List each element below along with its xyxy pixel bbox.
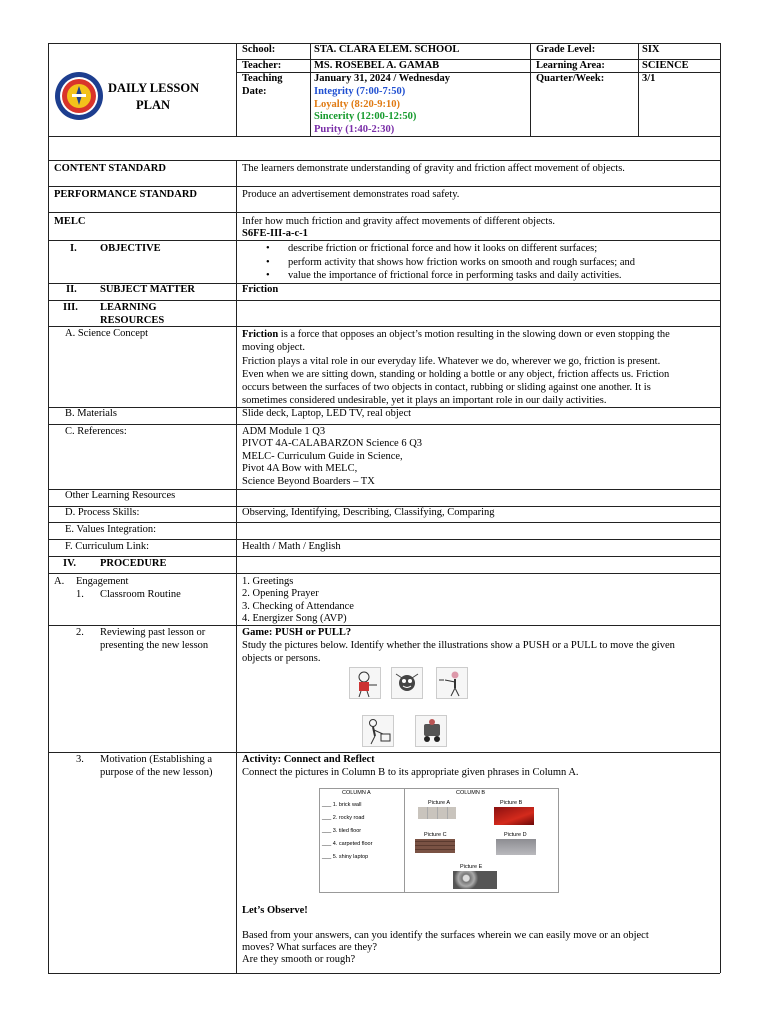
section-loyalty: Loyalty (8:20-9:10)	[314, 98, 401, 110]
subject-value: Friction	[242, 284, 279, 295]
column-a-header: COLUMN A	[342, 790, 371, 796]
push-pull-illustration	[415, 715, 447, 747]
quarter-value: 3/1	[642, 73, 656, 84]
melc-text: Infer how much friction and gravity affect movements of different objects.	[242, 216, 556, 227]
curriculum-link-value: Health / Math / English	[242, 541, 341, 552]
picture-d-label: Picture D	[504, 832, 527, 838]
engagement-letter: A.	[54, 576, 65, 587]
section-integrity: Integrity (7:00-7:50)	[314, 86, 406, 97]
objective-list	[288, 242, 635, 283]
teaching-date-value: January 31, 2024 / Wednesday	[314, 73, 451, 84]
process-skills-value: Observing, Identifying, Describing, Classifying, Comparing	[242, 507, 495, 518]
area-label: Learning Area:	[536, 60, 605, 71]
materials-value: Slide deck, Laptop, LED TV, real object	[242, 408, 412, 419]
grade-label: Grade Level:	[536, 44, 596, 55]
routine-number: 1.	[76, 589, 84, 600]
teacher-value: MS. ROSEBEL A. GAMAB	[314, 60, 440, 71]
review-number: 2.	[76, 627, 84, 638]
push-pull-illustration	[362, 715, 394, 747]
reference-item: PIVOT 4A-CALABARZON Science 6 Q3	[242, 438, 423, 450]
process-skills-label: D. Process Skills:	[65, 507, 140, 518]
objective-item: • perform activity that shows how friction works on smooth and rough surfaces; and	[288, 256, 635, 270]
melc-label: MELC	[54, 216, 86, 227]
game-instructions: Study the pictures below. Identify whether the illustrations show a PUSH or a PULL to move the given objects or persons.	[242, 640, 675, 664]
routine-item: 3. Checking of Attendance	[242, 600, 354, 612]
resources-label: LEARNING RESOURCES	[100, 302, 165, 326]
objective-item: • value the importance of frictional force in performing tasks and daily activities.	[288, 269, 635, 283]
activity-instructions: Connect the pictures in Column B to its appropriate given phrases in Column A.	[242, 767, 579, 778]
picture-c-rocky-road	[415, 839, 455, 853]
column-a-item: ___ 2. rocky road	[322, 815, 365, 821]
picture-b-carpet	[494, 807, 534, 825]
observe-questions: Based from your answers, can you identify the surfaces wherein we can easily move or an object moves? What surfaces are they? Are they smooth or rough?	[242, 930, 649, 965]
push-pull-illustration	[391, 667, 423, 699]
game-title: Game: PUSH or PULL?	[242, 627, 352, 638]
content-standard-label: CONTENT STANDARD	[54, 163, 166, 174]
page-title: DAILY LESSON PLAN	[108, 81, 200, 112]
picture-c-label: Picture C	[424, 832, 447, 838]
school-value: STA. CLARA ELEM. SCHOOL	[314, 44, 460, 55]
objective-number: I.	[70, 243, 77, 254]
motivation-label: Motivation (Establishing a purpose of the new lesson)	[100, 754, 213, 778]
push-pull-illustration	[436, 667, 468, 699]
column-a-item: ___ 3. tiled floor	[322, 828, 362, 834]
motivation-number: 3.	[76, 754, 84, 765]
picture-a-label: Picture A	[428, 800, 451, 806]
routine-label: Classroom Routine	[100, 589, 181, 600]
curriculum-link-label: F. Curriculum Link:	[65, 541, 150, 552]
teaching-date-label: Teaching Date:	[242, 73, 283, 97]
quarter-label: Quarter/Week:	[536, 73, 605, 84]
picture-e-shiny-laptop	[453, 871, 497, 889]
grade-value: SIX	[642, 44, 660, 55]
routine-item: 1. Greetings	[242, 576, 294, 587]
procedure-label: PROCEDURE	[100, 558, 167, 569]
picture-a-brick-wall	[418, 807, 456, 819]
values-integration-label: E. Values Integration:	[65, 524, 157, 535]
routine-item: 2. Opening Prayer	[242, 588, 319, 600]
review-label: Reviewing past lesson or presenting the new lesson	[100, 627, 209, 651]
routine-item: 4. Energizer Song (AVP)	[242, 613, 347, 625]
section-sincerity: Sincerity (12:00-12:50)	[314, 111, 417, 122]
column-divider	[404, 789, 405, 892]
melc-code: S6FE-III-a-c-1	[242, 228, 308, 239]
push-pull-illustration	[349, 667, 381, 699]
column-a-item: ___ 5. shiny laptop	[322, 854, 369, 860]
school-seal	[54, 71, 104, 121]
reference-item: ADM Module 1 Q3	[242, 426, 326, 437]
column-a-item: ___ 4. carpeted floor	[322, 841, 373, 847]
objective-item: • describe friction or frictional force and how it looks on different surfaces;	[288, 242, 635, 256]
column-a-item: ___ 1. brick wall	[322, 802, 362, 808]
reference-item: Science Beyond Boarders – TX	[242, 475, 375, 487]
activity-title: Activity: Connect and Reflect	[242, 754, 375, 765]
procedure-number: IV.	[63, 558, 76, 569]
references-list	[242, 426, 422, 488]
column-b-header: COLUMN B	[456, 790, 486, 796]
science-concept-label: A. Science Concept	[65, 328, 149, 339]
engagement-label: Engagement	[76, 576, 129, 587]
other-resources-label: Other Learning Resources	[65, 490, 176, 501]
reference-item: Pivot 4A Bow with MELC,	[242, 463, 358, 475]
picture-d-tiled-floor	[496, 839, 536, 855]
objective-label: OBJECTIVE	[100, 243, 161, 254]
performance-standard-text: Produce an advertisement demonstrates road safety.	[242, 189, 460, 200]
science-concept-text: Friction is a force that opposes an object’s motion resulting in the slowing down or even stopping the moving object. Friction plays a vital role in our everyday life. Whatever we do, wherever we go, friction is present. Even when we are sitting down, standing or holding a bottle or any object, friction affects us. Friction occurs between the surfaces of two objects in contact, rubbing or sliding against one another. It is sometimes considered undesirable, yet it plays an important role in our daily activities.	[242, 329, 670, 407]
area-value: SCIENCE	[642, 60, 689, 71]
subject-label: SUBJECT MATTER	[100, 284, 196, 295]
subject-number: II.	[66, 284, 77, 295]
section-purity: Purity (1:40-2:30)	[314, 123, 395, 135]
content-standard-text: The learners demonstrate understanding of gravity and friction affect movement of objects.	[242, 163, 625, 174]
resources-number: III.	[63, 302, 78, 313]
reference-item: MELC- Curriculum Guide in Science,	[242, 450, 403, 462]
references-label: C. References:	[65, 426, 127, 437]
teacher-label: Teacher:	[242, 60, 282, 71]
routine-list	[242, 576, 354, 626]
observe-title: Let’s Observe!	[242, 905, 308, 916]
connect-columns-figure	[319, 788, 559, 893]
school-label: School:	[242, 44, 276, 55]
picture-e-label: Picture E	[460, 864, 483, 870]
picture-b-label: Picture B	[500, 800, 523, 806]
materials-label: B. Materials	[65, 408, 117, 419]
performance-standard-label: PERFORMANCE STANDARD	[54, 189, 198, 200]
